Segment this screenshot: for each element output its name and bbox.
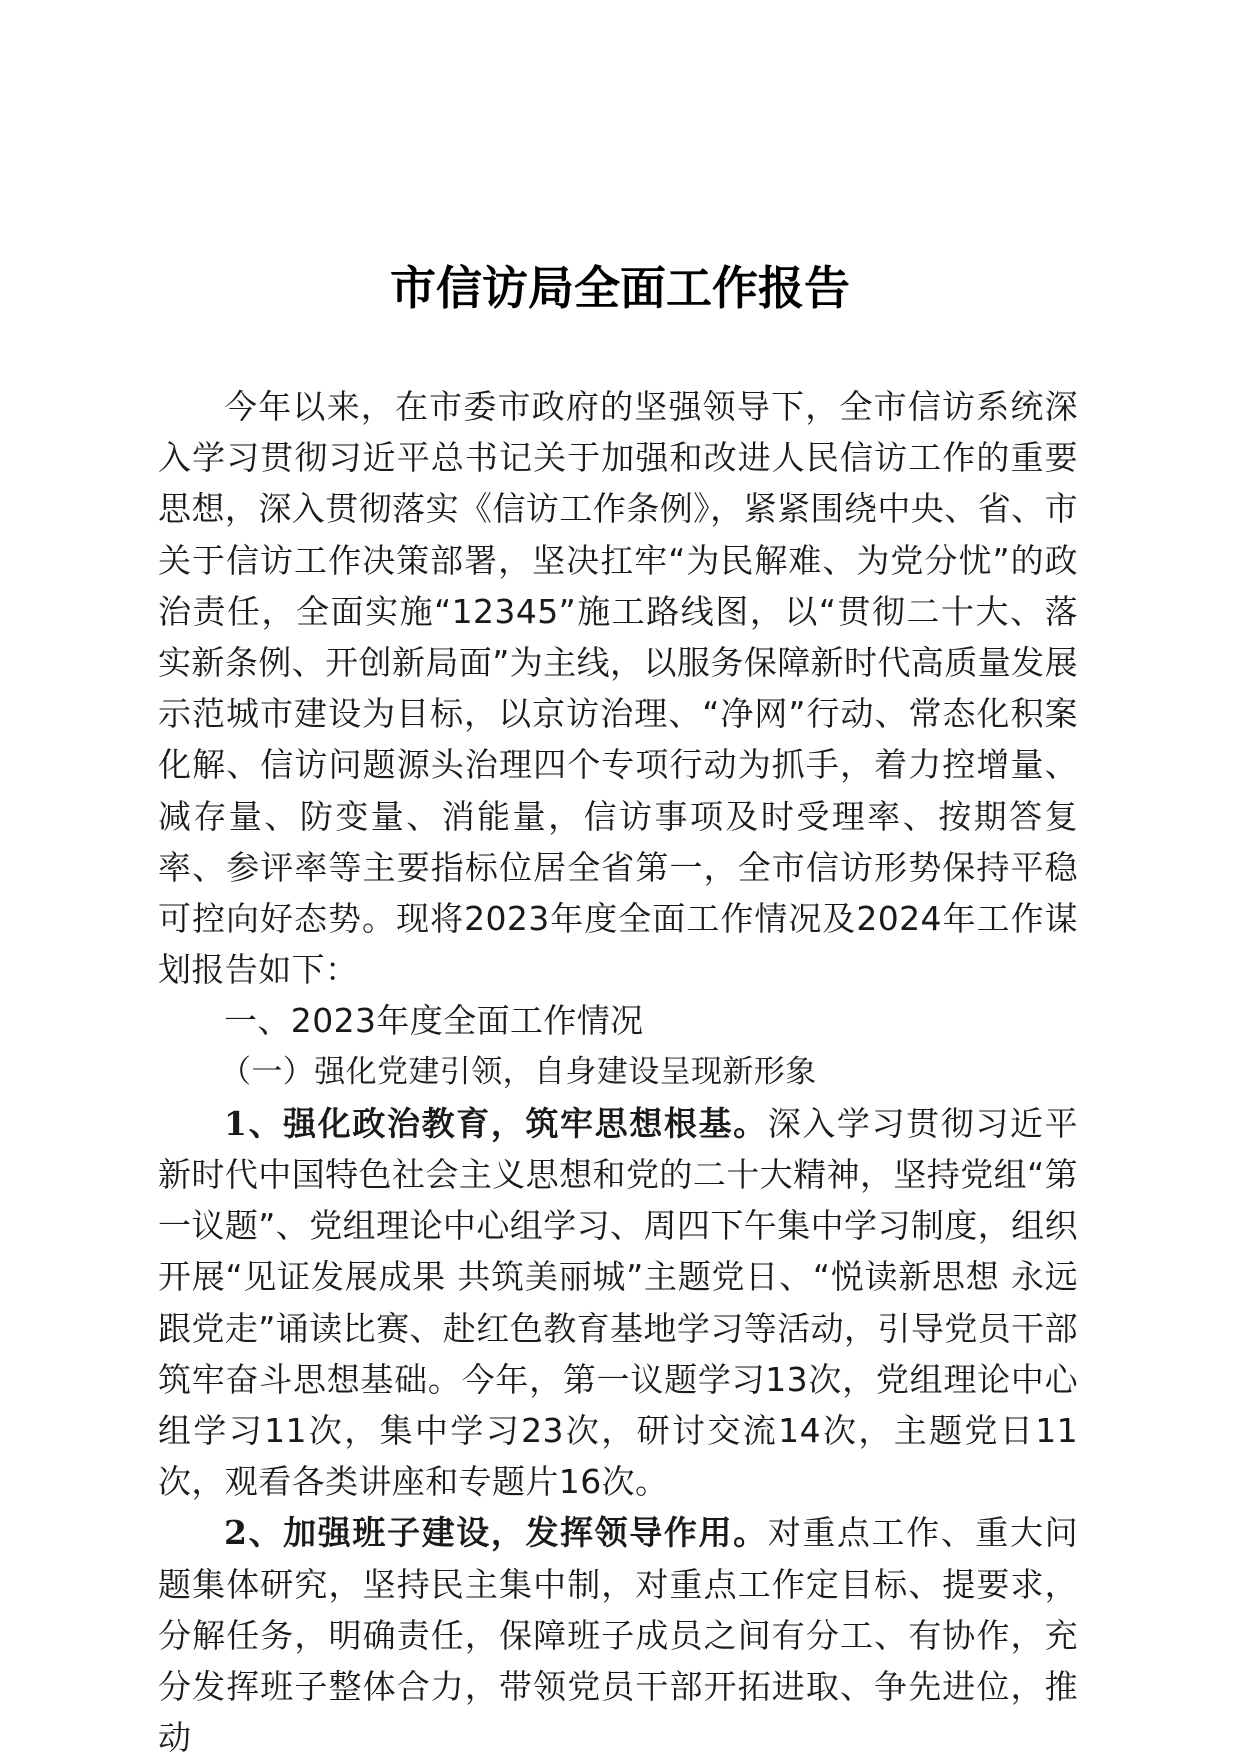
document-title: 市信访局全面工作报告 [390, 261, 850, 315]
item-paragraph-1 [158, 1098, 1078, 1508]
item-2-text: 对重点工作、重大问题集体研究，坚持民主集中制，对重点工作定目标、提要求，分解任务，明确责任，保障班子成员之间有分工、有协作，充分发挥班子整体合力，带领党员干部开拓进取、争先进位，推动 [158, 1513, 1078, 1758]
item-1-lead: 1、强化政治教育，筑牢思想根基。 [224, 1103, 768, 1143]
intro-paragraph: 今年以来，在市委市政府的坚强领导下，全市信访系统深入学习贯彻习近平总书记关于加强和改进人民信访工作的重要思想，深入贯彻落实《信访工作条例》，紧紧围绕中央、省、市关于信访工作决策部署，坚决扛牢“为民解难、为党分忧”的政治责任，全面实施“12345”施工路线图，以“贯彻二十大、落实新条例、开创新局面”为主线，以服务保障新时代高质量发展示范城市建设为目标，以京访治理、“净网”行动、常态化积案化解、信访问题源头治理四个专项行动为抓手，着力控增量、减存量、防变量、消能量，信访事项及时受理率、按期答复率、参评率等主要指标位居全省第一，全市信访形势保持平稳可控向好态势。现将2023年度全面工作情况及2024年工作谋划报告如下： [158, 387, 1078, 990]
item-1-text: 深入学习贯彻习近平新时代中国特色社会主义思想和党的二十大精神，坚持党组“第一议题”、党组理论中心组学习、周四下午集中学习制度，组织开展“见证发展成果 共筑美丽城”主题党日、“悦读新思想 永远跟党走”诵读比赛、赴红色教育基地学习等活动，引导党员干部筑牢奋斗思想基础。今年，第一议题学习13次，党组理论中心组学习11次，集中学习23次，研讨交流14次，主题党日11次，观看各类讲座和专题片16次。 [158, 1103, 1078, 1502]
section-heading: 一、2023年度全面工作情况 [224, 1001, 644, 1041]
document-body [158, 381, 1078, 1763]
item-paragraph-2 [158, 1507, 1078, 1763]
item-2-lead: 2、加强班子建设，发挥领导作用。 [224, 1513, 768, 1553]
subsection-heading: （一）强化党建引领，自身建设呈现新形象 [220, 1053, 817, 1090]
